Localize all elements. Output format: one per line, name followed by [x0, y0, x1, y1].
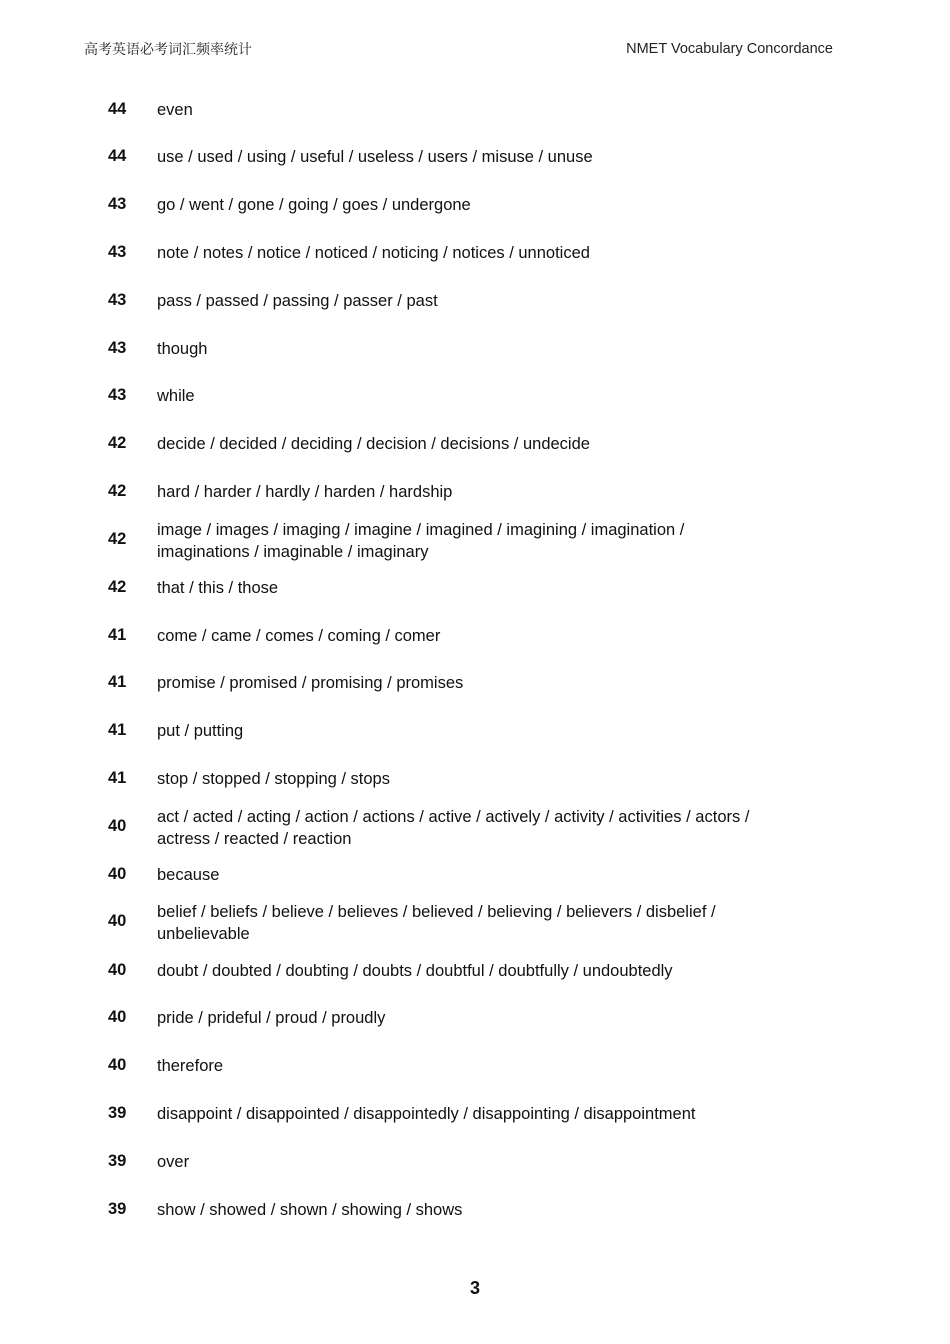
frequency-count: 41	[108, 769, 127, 787]
word-family: image / images / imaging / imagine / imagined / imagining / imagination / imaginations / imaginable / imaginary	[157, 521, 685, 561]
frequency-count: 40	[108, 912, 127, 930]
word-family: promise / promised / promising / promises	[157, 674, 464, 692]
frequency-count: 40	[108, 865, 127, 883]
word-family: use / used / using / useful / useless / users / misuse / unuse	[157, 148, 593, 166]
word-family: while	[157, 387, 195, 405]
word-family: doubt / doubted / doubting / doubts / doubtful / doubtfully / undoubtedly	[157, 962, 673, 980]
frequency-count: 40	[108, 817, 127, 835]
word-family: even	[157, 101, 193, 119]
word-family: put / putting	[157, 722, 244, 740]
word-family: therefore	[157, 1057, 224, 1075]
frequency-count: 39	[108, 1200, 127, 1218]
frequency-count: 42	[108, 482, 127, 500]
frequency-count: 42	[108, 434, 127, 452]
frequency-count: 41	[108, 673, 127, 691]
header-title-chinese: 高考英语必考词汇频率统计	[84, 42, 252, 58]
frequency-count: 39	[108, 1152, 127, 1170]
frequency-count: 41	[108, 626, 127, 644]
word-family: belief / beliefs / believe / believes / believed / believing / believers / disbelief / unbelievable	[157, 903, 716, 943]
word-family: disappoint / disappointed / disappointedly / disappointing / disappointment	[157, 1105, 696, 1123]
word-family: that / this / those	[157, 579, 279, 597]
header-title-english: NMET Vocabulary Concordance	[626, 41, 833, 57]
frequency-count: 43	[108, 386, 127, 404]
frequency-count: 44	[108, 100, 127, 118]
word-family: note / notes / notice / noticed / noticing / notices / unnoticed	[157, 244, 590, 262]
word-family: pride / prideful / proud / proudly	[157, 1009, 386, 1027]
frequency-count: 43	[108, 243, 127, 261]
word-family: show / showed / shown / showing / shows	[157, 1201, 463, 1219]
word-family: hard / harder / hardly / harden / hardship	[157, 483, 453, 501]
word-family: though	[157, 340, 208, 358]
page-number: 3	[469, 1278, 480, 1298]
word-family: over	[157, 1153, 190, 1171]
word-family: act / acted / acting / action / actions / active / actively / activity / activities / actors / actress / reacted / reaction	[157, 808, 750, 848]
frequency-count: 40	[108, 961, 127, 979]
word-family: because	[157, 866, 220, 884]
frequency-count: 40	[108, 1008, 127, 1026]
frequency-count: 40	[108, 1056, 127, 1074]
frequency-count: 43	[108, 291, 127, 309]
word-family: pass / passed / passing / passer / past	[157, 292, 438, 310]
word-family: come / came / comes / coming / comer	[157, 627, 441, 645]
frequency-count: 42	[108, 530, 127, 548]
word-family: go / went / gone / going / goes / undergone	[157, 196, 471, 214]
frequency-count: 39	[108, 1104, 127, 1122]
frequency-count: 42	[108, 578, 127, 596]
frequency-count: 43	[108, 195, 127, 213]
word-family: decide / decided / deciding / decision / decisions / undecide	[157, 435, 590, 453]
word-family: stop / stopped / stopping / stops	[157, 770, 390, 788]
frequency-count: 41	[108, 721, 127, 739]
frequency-count: 43	[108, 339, 127, 357]
frequency-count: 44	[108, 147, 127, 165]
